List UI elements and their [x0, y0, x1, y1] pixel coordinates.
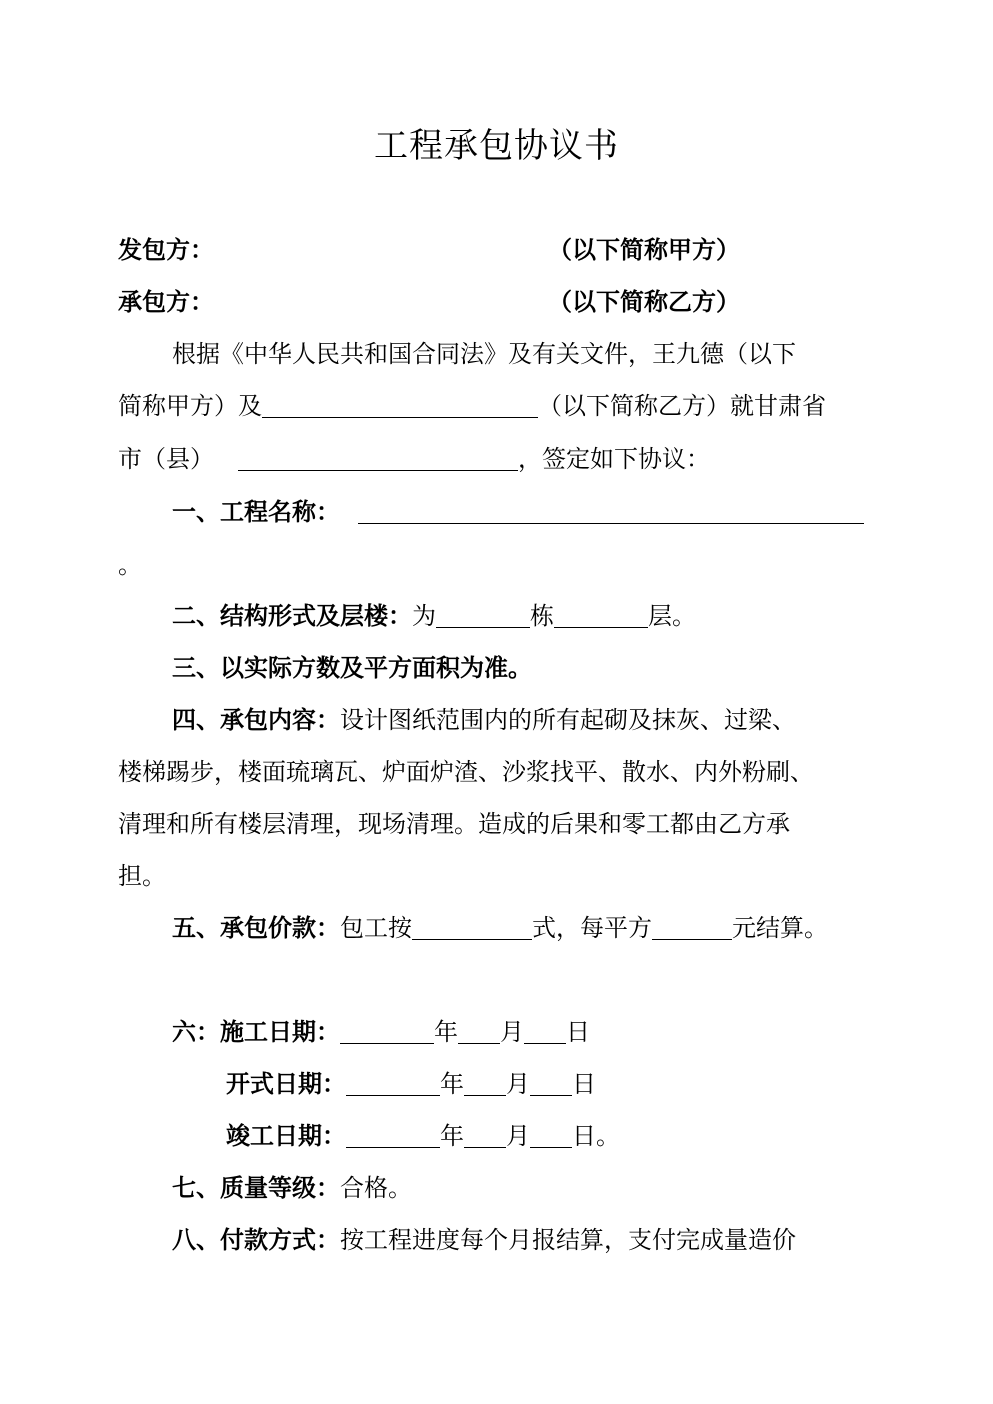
section-5-text-3: 元结算。	[732, 914, 828, 942]
section-8-label: 八、付款方式：	[172, 1225, 340, 1254]
intro-line-1: 根据《中华人民共和国合同法》及有关文件，王九德（以下	[172, 340, 796, 368]
section-2	[172, 596, 696, 636]
intro-line-2-end: （以下简称乙方）就甘肃省	[538, 392, 826, 420]
intro-line-2	[118, 386, 826, 426]
section-7-text: 合格。	[340, 1174, 412, 1202]
section-4-text-1: 设计图纸范围内的所有起砌及抹灰、过梁、	[340, 706, 796, 734]
start-year-blank	[346, 1067, 440, 1096]
start-month-label: 月	[506, 1070, 530, 1098]
section-2-text-3: 层。	[648, 602, 696, 630]
intro-line-2-start: 简称甲方）及	[118, 392, 262, 420]
section-2-text-1: 为	[412, 602, 436, 630]
contractor-alias: （以下简称乙方）	[548, 287, 740, 316]
section-1-trailing: 。	[118, 551, 142, 579]
floors-blank	[554, 599, 648, 628]
section-2-text-2: 栋	[530, 602, 554, 630]
start-date-label: 开式日期：	[226, 1069, 346, 1098]
section-5	[172, 908, 828, 948]
section-6-label: 六：施工日期：	[172, 1017, 340, 1046]
section-7	[172, 1168, 412, 1208]
year-label: 年	[434, 1018, 458, 1046]
end-month-blank	[464, 1119, 506, 1148]
intro-line-3-start: 市（县）	[118, 445, 214, 473]
month-label: 月	[500, 1018, 524, 1046]
section-4-line-4: 担。	[118, 862, 166, 890]
section-1	[172, 492, 864, 532]
end-date-label: 竣工日期：	[226, 1121, 346, 1150]
contractor-label: 承包方：	[118, 287, 214, 316]
unit-price-blank	[652, 911, 732, 940]
intro-line-3	[118, 439, 710, 479]
construction-year-blank	[340, 1015, 434, 1044]
start-day-label: 日	[572, 1070, 596, 1098]
start-date-row	[226, 1064, 596, 1104]
section-4-line-3: 清理和所有楼层清理，现场清理。造成的后果和零工都由乙方承	[118, 810, 790, 838]
end-year-label: 年	[440, 1122, 464, 1150]
document-title: 工程承包协议书	[374, 126, 619, 166]
section-6	[172, 1012, 590, 1052]
start-month-blank	[464, 1067, 506, 1096]
end-year-blank	[346, 1119, 440, 1148]
section-5-label: 五、承包价款：	[172, 913, 340, 942]
day-label: 日	[566, 1018, 590, 1046]
section-2-label: 二、结构形式及层楼：	[172, 601, 412, 630]
section-4-label: 四、承包内容：	[172, 705, 340, 734]
construction-month-blank	[458, 1015, 500, 1044]
project-name-blank	[358, 495, 864, 524]
section-4-line-2: 楼梯踢步，楼面琉璃瓦、炉面炉渣、沙浆找平、散水、内外粉刷、	[118, 758, 814, 786]
start-year-label: 年	[440, 1070, 464, 1098]
party-b-blank	[262, 389, 538, 418]
end-month-label: 月	[506, 1122, 530, 1150]
start-day-blank	[530, 1067, 572, 1096]
construction-day-blank	[524, 1015, 566, 1044]
section-5-text-2: 式，每平方	[532, 914, 652, 942]
section-3: 三、以实际方数及平方面积为准。	[172, 653, 532, 682]
issuer-label: 发包方：	[118, 235, 214, 264]
issuer-alias: （以下简称甲方）	[548, 235, 740, 264]
end-day-blank	[530, 1119, 572, 1148]
intro-line-3-end: ，签定如下协议：	[518, 445, 710, 473]
section-8-text: 按工程进度每个月报结算，支付完成量造价	[340, 1226, 796, 1254]
section-8	[172, 1220, 796, 1260]
section-7-label: 七、质量等级：	[172, 1173, 340, 1202]
section-5-text-1: 包工按	[340, 914, 412, 942]
buildings-blank	[436, 599, 530, 628]
section-1-label: 一、工程名称：	[172, 497, 340, 526]
contract-mode-blank	[412, 911, 532, 940]
section-4-line-1	[172, 700, 796, 740]
location-blank	[238, 442, 518, 471]
end-date-row	[226, 1116, 620, 1156]
end-day-label: 日。	[572, 1122, 620, 1150]
